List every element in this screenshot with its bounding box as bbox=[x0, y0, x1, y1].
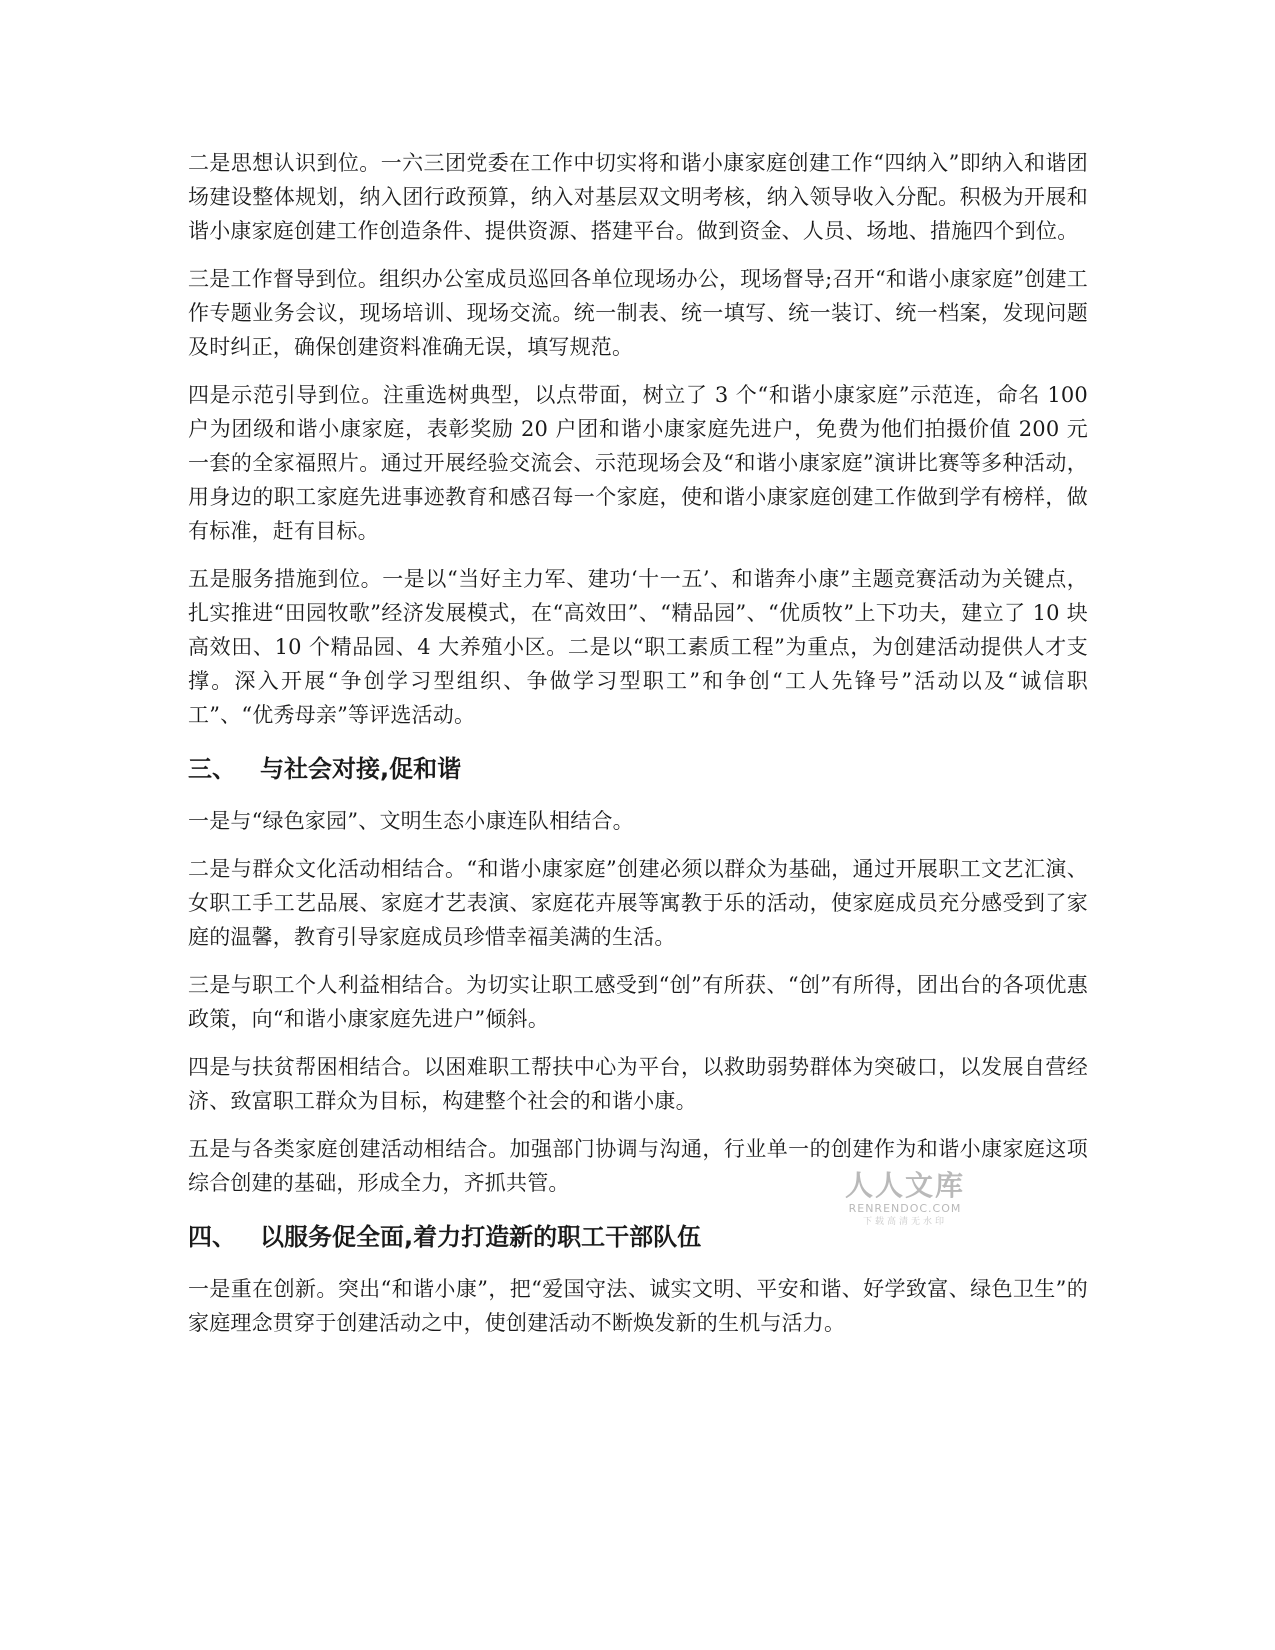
paragraph-service: 五是服务措施到位。一是以“当好主力军、建功‘十一五’、和谐奔小康”主题竞赛活动为关键点，扎实推进“田园牧歌”经济发展模式，在“高效田”、“精品园”、“优质牧”上下功夫，建立了 10 块高效田、10 个精品园、4 大养殖小区。二是以“职工素质工程”为重点，为创建活动提供人才支撑。深入开展“争创学习型组织、争做学习型职工”和争创“工人先锋号”活动以及“诚信职工”、“优秀母亲”等评选活动。 bbox=[188, 567, 1088, 727]
paragraph-family-activities: 五是与各类家庭创建活动相结合。加强部门协调与沟通，行业单一的创建作为和谐小康家庭这项综合创建的基础，形成全力，齐抓共管。 bbox=[188, 1137, 1088, 1195]
section-heading-3 bbox=[188, 752, 1088, 786]
section-number: 三、 bbox=[188, 755, 236, 783]
section-number: 四、 bbox=[188, 1223, 236, 1251]
watermark-tagline: 下载高清无水印 bbox=[862, 1217, 947, 1227]
paragraph-supervision: 三是工作督导到位。组织办公室成员巡回各单位现场办公，现场督导;召开“和谐小康家庭”创建工作专题业务会议，现场培训、现场交流。统一制表、统一填写、统一装订、统一档案，发现问题及时纠正，确保创建资料准确无误，填写规范。 bbox=[188, 267, 1088, 359]
section-heading-4 bbox=[188, 1220, 1088, 1254]
paragraph-thinking: 二是思想认识到位。一六三团党委在工作中切实将和谐小康家庭创建工作“四纳入”即纳入和谐团场建设整体规划，纳入团行政预算，纳入对基层双文明考核，纳入领导收入分配。积极为开展和谐小康家庭创建工作创造条件、提供资源、搭建平台。做到资金、人员、场地、措施四个到位。 bbox=[188, 151, 1088, 243]
document-page bbox=[188, 146, 1088, 1354]
paragraph-demonstration: 四是示范引导到位。注重选树典型，以点带面，树立了 3 个“和谐小康家庭”示范连，命名 100 户为团级和谐小康家庭，表彰奖励 20 户团和谐小康家庭先进户，免费为他们拍摄价值 200 元一套的全家福照片。通过开展经验交流会、示范现场会及“和谐小康家庭”演讲比赛等多种活动，用身边的职工家庭先进事迹教育和感召每一个家庭，使和谐小康家庭创建工作做到学有榜样，做有标准，赶有目标。 bbox=[188, 383, 1088, 543]
paragraph-green-home: 一是与“绿色家园”、文明生态小康连队相结合。 bbox=[188, 809, 634, 833]
paragraph-poverty: 四是与扶贫帮困相结合。以困难职工帮扶中心为平台，以救助弱势群体为突破口，以发展自营经济、致富职工群众为目标，构建整个社会的和谐小康。 bbox=[188, 1055, 1088, 1113]
paragraph-innovation: 一是重在创新。突出“和谐小康”，把“爱国守法、诚实文明、平安和谐、好学致富、绿色卫生”的家庭理念贯穿于创建活动之中，使创建活动不断焕发新的生机与活力。 bbox=[188, 1277, 1088, 1335]
paragraph-culture: 二是与群众文化活动相结合。“和谐小康家庭”创建必须以群众为基础，通过开展职工文艺汇演、女职工手工艺品展、家庭才艺表演、家庭花卉展等寓教于乐的活动，使家庭成员充分感受到了家庭的温馨，教育引导家庭成员珍惜幸福美满的生活。 bbox=[188, 857, 1088, 949]
section-title: 与社会对接,促和谐 bbox=[260, 755, 462, 783]
paragraph-interest: 三是与职工个人利益相结合。为切实让职工感受到“创”有所获、“创”有所得，团出台的各项优惠政策，向“和谐小康家庭先进户”倾斜。 bbox=[188, 973, 1088, 1031]
watermark-brand: 人人文库 bbox=[844, 1169, 965, 1202]
watermark-domain: RENRENDOC.COM bbox=[848, 1202, 962, 1215]
section-title: 以服务促全面,着力打造新的职工干部队伍 bbox=[260, 1223, 702, 1251]
